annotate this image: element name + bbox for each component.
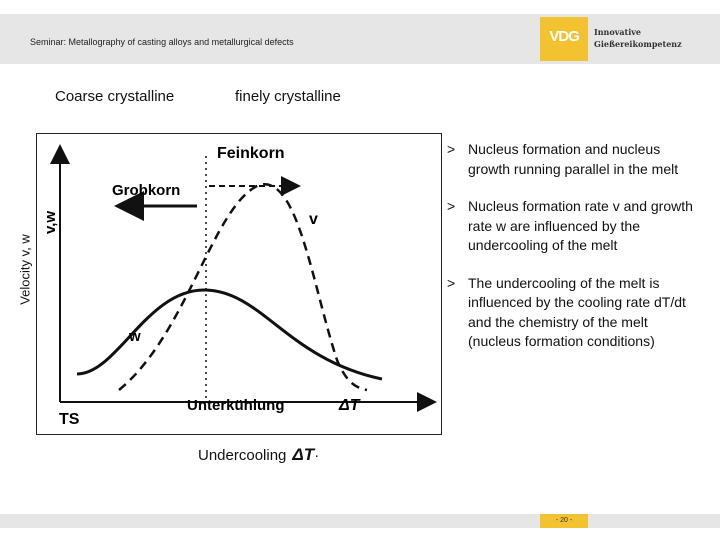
caption-text: Undercooling [198, 446, 287, 464]
bullet-marker: > [447, 274, 456, 291]
grobkorn-label: Grobkorn [112, 182, 181, 199]
y-axis-label: Velocity v, w [17, 234, 33, 305]
bullet-item [447, 197, 702, 256]
bullet-marker: > [447, 198, 456, 214]
caption-suffix: · [314, 446, 320, 464]
caption-delta-t: ΔT [292, 445, 315, 464]
bullet-marker: > [447, 141, 456, 157]
unterkuehlung-label: Unterkühlung [187, 397, 285, 414]
logo-tagline-2: Gießereikompetenz [594, 39, 682, 49]
seminar-title: Seminar: Metallography of casting alloys and metallurgical defects [30, 37, 294, 47]
logo-tagline-1: Innovative [594, 27, 642, 37]
diagram-y-label: v,w [42, 210, 59, 234]
bullet-text: Nucleus formation rate v and growth rate w are influenced by the undercooling of the melt [468, 198, 693, 253]
diagram-svg [37, 134, 441, 434]
label-finely-crystalline: finely crystalline [235, 88, 341, 105]
bullet-list [447, 140, 702, 370]
v-label: v [309, 211, 318, 228]
label-coarse-crystalline: Coarse crystalline [55, 88, 175, 105]
logo-text: VDG [549, 28, 579, 45]
bullet-text: The undercooling of the melt is influenced by the cooling rate dT/dt and the chemistry of the melt (nucleus formation conditions) [468, 274, 686, 349]
undercooling-caption [198, 445, 319, 465]
ts-label: TS [59, 411, 80, 428]
w-label: w [129, 328, 141, 345]
bullet-text: Nucleus formation and nucleus growth running parallel in the melt [468, 141, 679, 177]
delta-t-label: ΔT [339, 397, 360, 414]
page-number: - 20 - [540, 514, 588, 528]
feinkorn-label: Feinkorn [217, 145, 285, 162]
w-curve [77, 290, 382, 379]
bullet-item [447, 140, 702, 179]
footer-band [0, 514, 720, 528]
bullet-item [447, 274, 702, 352]
undercooling-diagram [36, 133, 442, 435]
vdg-logo [540, 17, 588, 61]
